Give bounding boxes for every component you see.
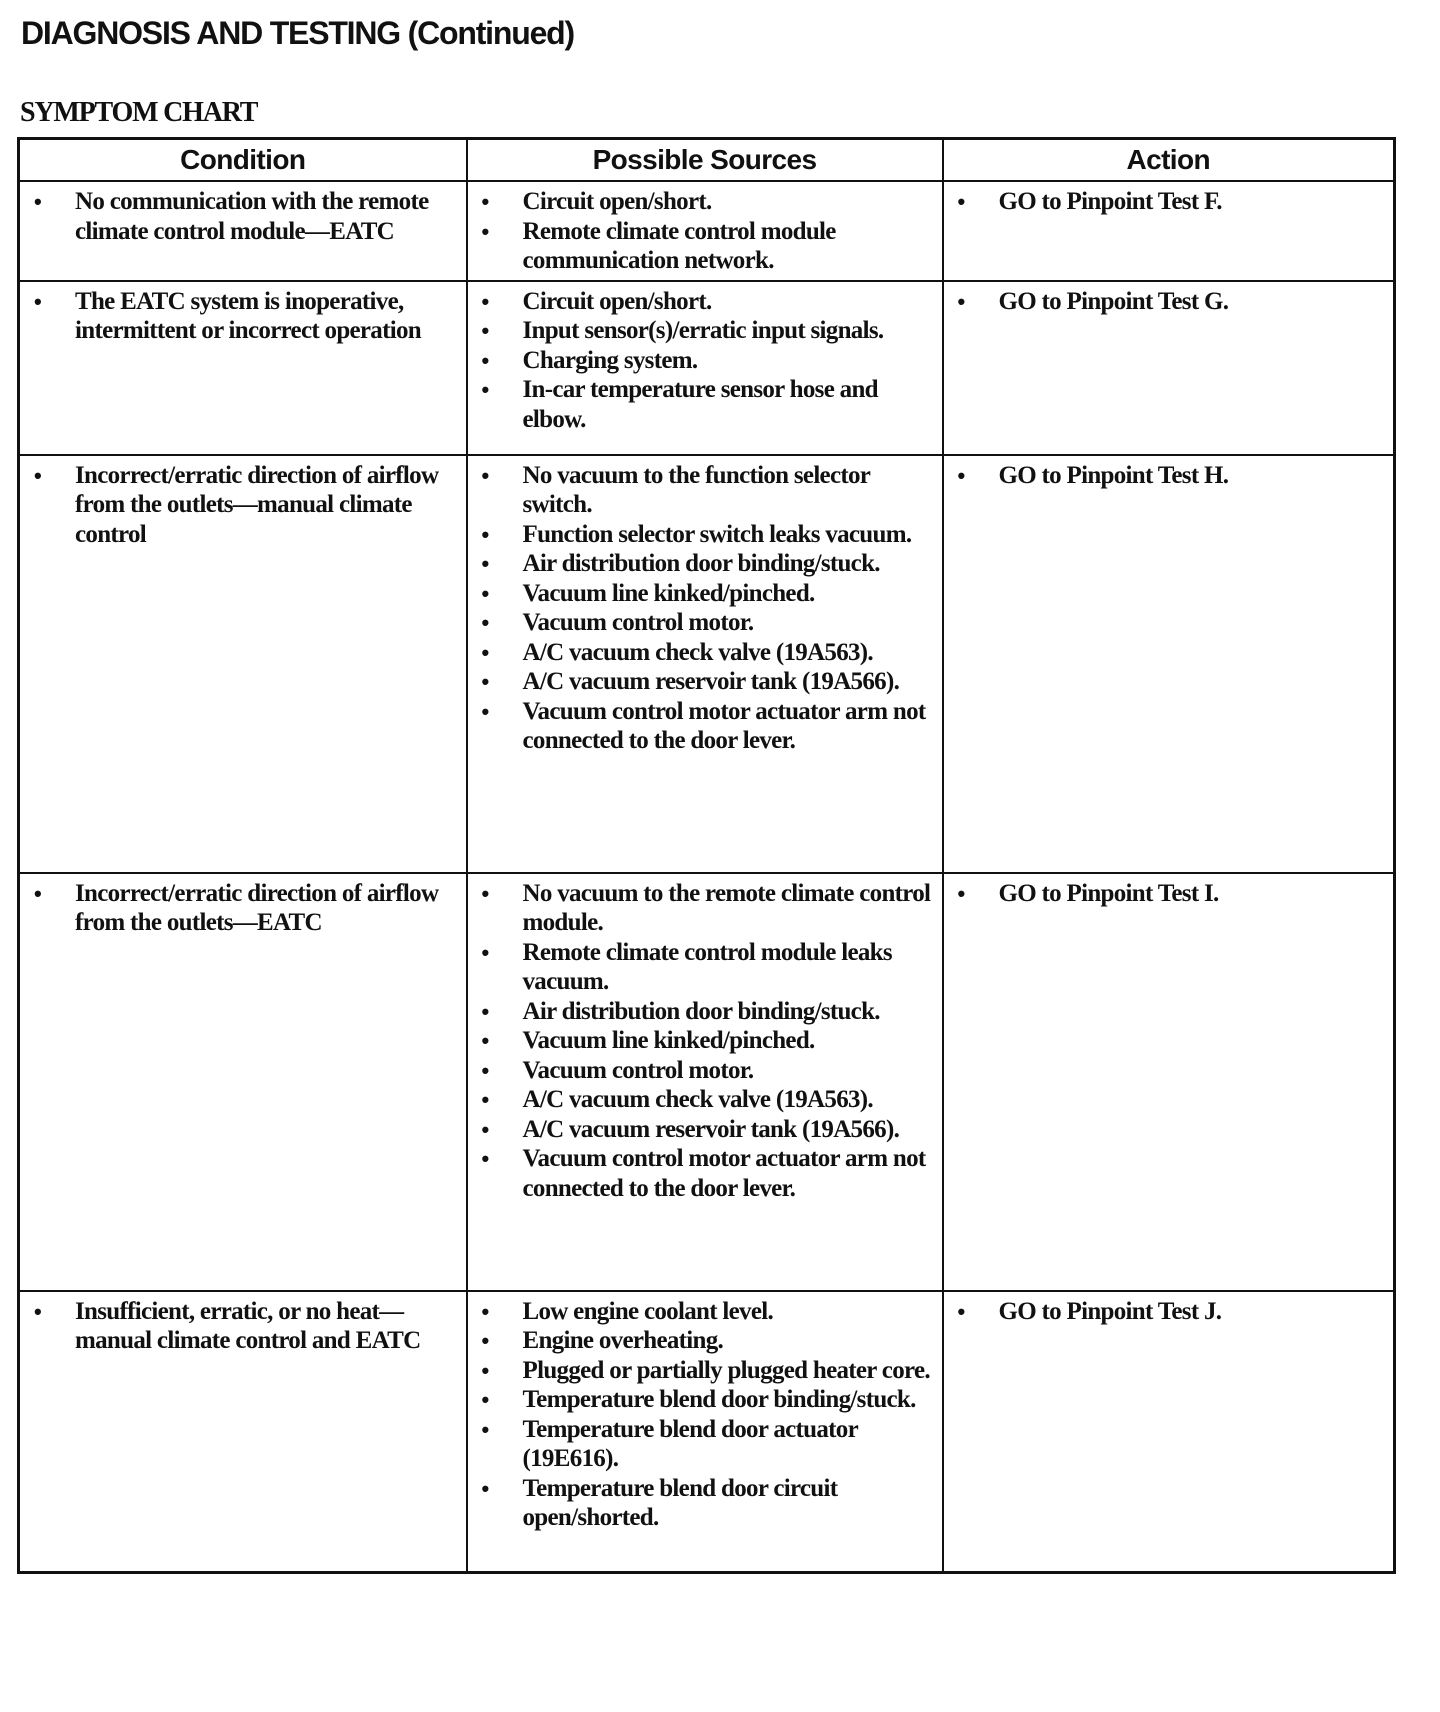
source-item-text: Temperature blend door actuator (19E616). — [522, 1415, 858, 1472]
bullet-icon: • — [481, 288, 489, 314]
bullet-icon: • — [34, 288, 42, 314]
source-item-text: Charging system. — [522, 346, 698, 374]
source-item — [474, 1026, 936, 1056]
bullet-icon: • — [481, 347, 489, 373]
action-cell — [943, 455, 1395, 873]
condition-item-text: Incorrect/erratic direction of airflow from the outlets—EATC — [75, 879, 439, 936]
condition-item-text: Insufficient, erratic, or no heat—manual climate control and EATC — [75, 1297, 421, 1354]
source-item-text: A/C vacuum reservoir tank (19A566). — [522, 1115, 900, 1143]
bullet-icon: • — [481, 639, 489, 665]
source-item-text: Vacuum line kinked/pinched. — [522, 1027, 815, 1054]
action-item — [950, 879, 1388, 909]
bullet-icon: • — [481, 1087, 489, 1112]
source-item — [474, 1474, 936, 1533]
source-item-text: Plugged or partially plugged heater core. — [522, 1356, 930, 1384]
source-item-text: Circuit open/short. — [522, 188, 712, 215]
source-item-text: Circuit open/short. — [522, 287, 712, 315]
source-item — [474, 997, 936, 1027]
bullet-icon: • — [481, 1298, 489, 1324]
header-action: Action — [943, 139, 1395, 182]
condition-item — [26, 461, 460, 550]
source-item-text: Remote climate control module communication network. — [522, 217, 836, 274]
condition-cell — [19, 181, 467, 281]
source-item — [474, 579, 936, 609]
source-item — [474, 217, 936, 276]
source-item — [474, 667, 936, 697]
source-item-text: Vacuum line kinked/pinched. — [522, 579, 815, 607]
action-cell — [943, 1291, 1395, 1573]
source-item-text: No vacuum to the function selector switch. — [522, 461, 870, 518]
bullet-icon: • — [481, 1416, 489, 1442]
bullet-icon: • — [957, 880, 965, 906]
bullet-icon: • — [481, 998, 489, 1024]
source-item — [474, 461, 936, 520]
bullet-icon: • — [481, 1146, 489, 1171]
page-heading: DIAGNOSIS AND TESTING (Continued) — [21, 15, 574, 51]
source-item — [474, 1326, 936, 1356]
source-item — [474, 1115, 936, 1145]
bullet-icon: • — [481, 939, 489, 965]
bullet-icon: • — [481, 462, 489, 488]
action-item-text: GO to Pinpoint Test I. — [998, 879, 1219, 907]
table-row — [19, 455, 1395, 873]
source-item-text: Vacuum control motor. — [522, 1056, 754, 1084]
condition-item-text: Incorrect/erratic direction of airflow from the outlets—manual climate control — [75, 461, 439, 548]
condition-item — [26, 879, 460, 938]
action-item-text: GO to Pinpoint Test F. — [998, 188, 1222, 215]
source-item — [474, 520, 936, 550]
symptom-table — [17, 137, 1396, 1574]
bullet-icon: • — [481, 218, 489, 244]
bullet-icon: • — [481, 1116, 489, 1142]
source-item-text: Input sensor(s)/erratic input signals. — [522, 317, 884, 344]
bullet-icon: • — [481, 377, 489, 402]
bullet-icon: • — [481, 521, 489, 547]
source-item-text: A/C vacuum check valve (19A563). — [522, 638, 873, 666]
condition-cell — [19, 281, 467, 455]
action-cell — [943, 873, 1395, 1291]
table-row — [19, 181, 1395, 281]
table-row — [19, 281, 1395, 455]
source-item — [474, 287, 936, 317]
source-item — [474, 549, 936, 579]
source-item — [474, 316, 936, 346]
bullet-icon: • — [957, 189, 965, 214]
action-item — [950, 1297, 1388, 1327]
bullet-icon: • — [34, 1298, 42, 1324]
condition-cell — [19, 455, 467, 873]
source-item-text: Vacuum control motor actuator arm not connected to the door lever. — [522, 697, 926, 754]
action-item — [950, 461, 1388, 491]
bullet-icon: • — [481, 1328, 489, 1353]
bullet-icon: • — [34, 189, 42, 214]
bullet-icon: • — [481, 1357, 489, 1383]
sources-cell — [467, 1291, 943, 1573]
source-item-text: Engine overheating. — [522, 1327, 724, 1354]
table-row — [19, 1291, 1395, 1573]
source-item-text: A/C vacuum check valve (19A563). — [522, 1086, 873, 1113]
condition-cell — [19, 873, 467, 1291]
symptom-chart-title: SYMPTOM CHART — [20, 97, 258, 128]
condition-item — [26, 1297, 460, 1356]
source-item-text: In-car temperature sensor hose and elbow. — [522, 376, 878, 433]
action-item-text: GO to Pinpoint Test G. — [998, 287, 1229, 315]
bullet-icon: • — [481, 318, 489, 343]
bullet-icon: • — [957, 462, 965, 488]
sources-cell — [467, 181, 943, 281]
condition-item — [26, 187, 460, 246]
bullet-icon: • — [481, 1475, 489, 1501]
source-item-text: Air distribution door binding/stuck. — [522, 550, 880, 577]
bullet-icon: • — [481, 551, 489, 576]
source-item-text: A/C vacuum reservoir tank (19A566). — [522, 668, 900, 695]
sources-cell — [467, 873, 943, 1291]
condition-item-text: The EATC system is inoperative, intermittent or incorrect operation — [75, 287, 421, 344]
source-item — [474, 938, 936, 997]
action-cell — [943, 281, 1395, 455]
source-item-text: Vacuum control motor actuator arm not connected to the door lever. — [522, 1145, 926, 1202]
sources-cell — [467, 281, 943, 455]
source-item-text: Remote climate control module leaks vacuum. — [522, 938, 892, 995]
condition-item-text: No communication with the remote climate control module—EATC — [75, 188, 429, 245]
source-item-text: Function selector switch leaks vacuum. — [522, 520, 912, 548]
source-item — [474, 346, 936, 376]
action-item — [950, 287, 1388, 317]
bullet-icon: • — [481, 1057, 489, 1083]
bullet-icon: • — [957, 288, 965, 314]
table-row — [19, 873, 1395, 1291]
source-item — [474, 1356, 936, 1386]
bullet-icon: • — [481, 698, 489, 724]
source-item — [474, 608, 936, 638]
source-item — [474, 1085, 936, 1115]
bullet-icon: • — [481, 189, 489, 214]
bullet-icon: • — [957, 1298, 965, 1324]
source-item-text: Temperature blend door circuit open/shorted. — [522, 1474, 838, 1531]
action-cell — [943, 181, 1395, 281]
bullet-icon: • — [481, 580, 489, 606]
source-item-text: Low engine coolant level. — [522, 1297, 774, 1325]
source-item — [474, 1415, 936, 1474]
source-item — [474, 697, 936, 756]
bullet-icon: • — [481, 669, 489, 694]
header-possible-sources: Possible Sources — [467, 139, 943, 182]
source-item-text: Vacuum control motor. — [522, 609, 754, 636]
source-item — [474, 1144, 936, 1203]
sources-cell — [467, 455, 943, 873]
bullet-icon: • — [481, 1387, 489, 1412]
source-item-text: Air distribution door binding/stuck. — [522, 997, 880, 1025]
source-item-text: No vacuum to the remote climate control module. — [522, 879, 931, 936]
source-item — [474, 375, 936, 434]
action-item-text: GO to Pinpoint Test J. — [998, 1297, 1222, 1325]
source-item — [474, 879, 936, 938]
table-header-row — [19, 139, 1395, 182]
source-item — [474, 638, 936, 668]
source-item — [474, 1056, 936, 1086]
table-body — [19, 181, 1395, 1573]
bullet-icon: • — [34, 880, 42, 906]
bullet-icon: • — [34, 462, 42, 488]
source-item-text: Temperature blend door binding/stuck. — [522, 1386, 916, 1413]
source-item — [474, 187, 936, 217]
condition-item — [26, 287, 460, 346]
source-item — [474, 1297, 936, 1327]
source-item — [474, 1385, 936, 1415]
header-condition: Condition — [19, 139, 467, 182]
bullet-icon: • — [481, 610, 489, 635]
bullet-icon: • — [481, 1028, 489, 1053]
bullet-icon: • — [481, 880, 489, 906]
action-item-text: GO to Pinpoint Test H. — [998, 461, 1229, 489]
condition-cell — [19, 1291, 467, 1573]
action-item — [950, 187, 1388, 217]
